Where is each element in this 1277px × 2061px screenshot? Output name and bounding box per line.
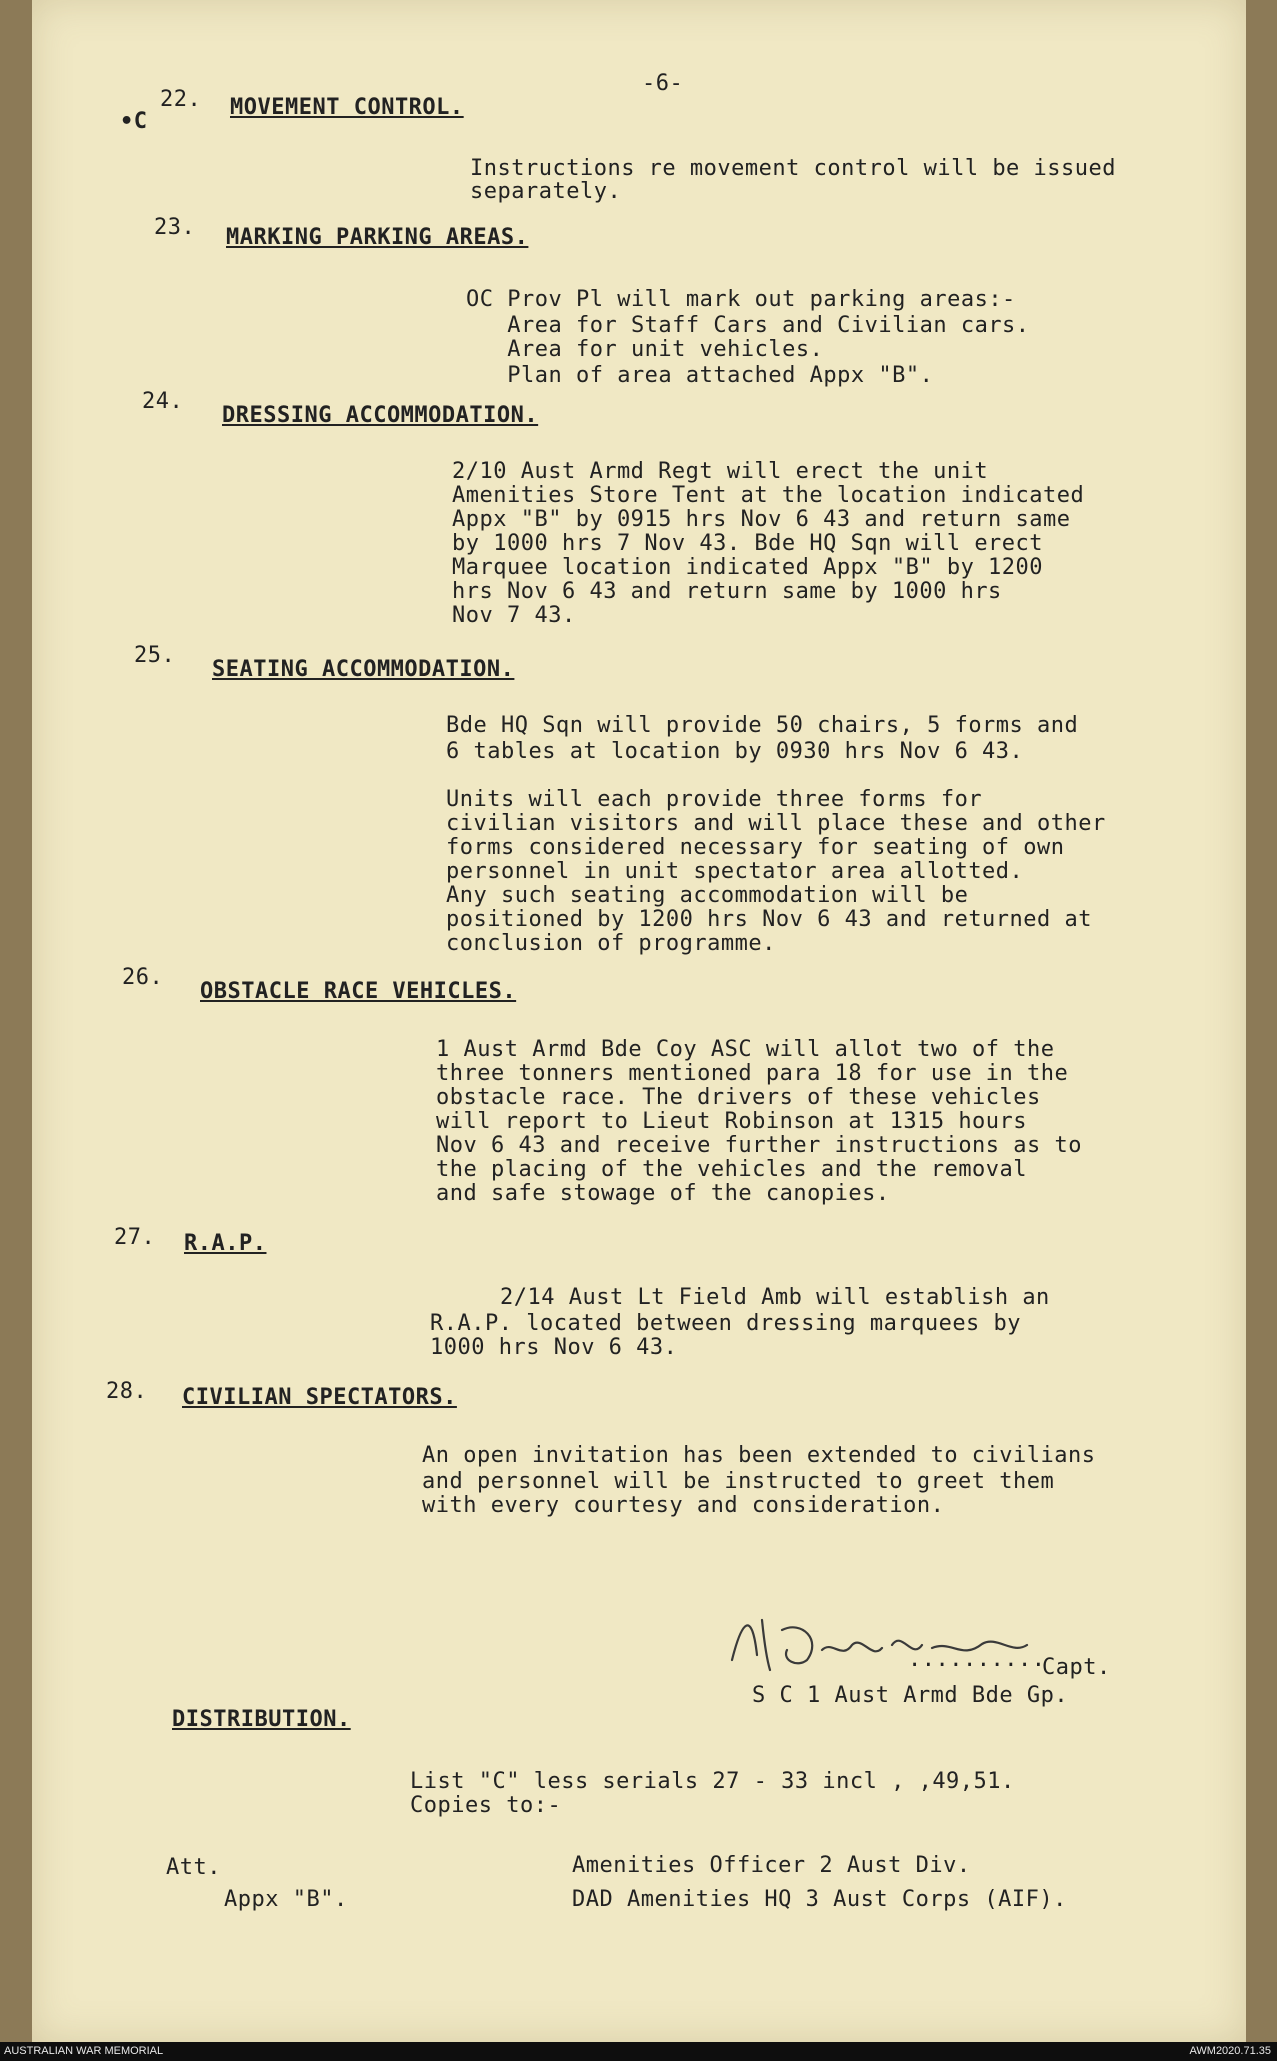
attachment-label: Att. bbox=[166, 1855, 221, 1880]
footer-source: AUSTRALIAN WAR MEMORIAL bbox=[4, 2045, 164, 2057]
section-text-line: civilian visitors and will place these and other bbox=[446, 811, 1106, 836]
section-number: 26. bbox=[122, 965, 164, 990]
section-text-line: Any such seating accommodation will be bbox=[446, 883, 969, 908]
section-text-line: conclusion of programme. bbox=[446, 931, 776, 956]
footer-accession: AWM2020.71.35 bbox=[1189, 2045, 1271, 2057]
section-text-line: with every courtesy and consideration. bbox=[422, 1493, 945, 1518]
section-text-line: Instructions re movement control will be issued bbox=[470, 156, 1117, 181]
section-heading: DRESSING ACCOMMODATION. bbox=[222, 403, 539, 428]
section-text-line: three tonners mentioned para 18 for use in the bbox=[436, 1061, 1069, 1086]
section-number: 27. bbox=[114, 1225, 156, 1250]
section-text-line: OC Prov Pl will mark out parking areas:- bbox=[466, 287, 1016, 312]
section-text-line: Amenities Store Tent at the location indicated bbox=[452, 483, 1085, 508]
distribution-list: List "C" less serials 27 - 33 incl , ,49,51. bbox=[410, 1769, 1015, 1794]
section-text-line: 1000 hrs Nov 6 43. bbox=[430, 1335, 678, 1360]
section-text-line: and personnel will be instructed to greet them bbox=[422, 1469, 1055, 1494]
section-heading: MOVEMENT CONTROL. bbox=[230, 95, 464, 120]
section-text-line: the placing of the vehicles and the removal bbox=[436, 1157, 1028, 1182]
section-number: 25. bbox=[134, 643, 176, 668]
section-text-line: 6 tables at location by 0930 hrs Nov 6 43. bbox=[446, 739, 1024, 764]
page-number: -6- bbox=[642, 71, 684, 96]
section-text-line: R.A.P. located between dressing marquees by bbox=[430, 1311, 1022, 1336]
section-text-line: personnel in unit spectator area allotted. bbox=[446, 859, 1024, 884]
handwritten-signature bbox=[712, 1600, 1042, 1690]
distribution-copies: Copies to:- bbox=[410, 1793, 562, 1818]
section-number: 28. bbox=[106, 1379, 148, 1404]
section-text-line: Bde HQ Sqn will provide 50 chairs, 5 forms and bbox=[446, 713, 1079, 738]
distribution-recipient: Amenities Officer 2 Aust Div. bbox=[572, 1853, 971, 1878]
distribution-recipient: DAD Amenities HQ 3 Aust Corps (AIF). bbox=[572, 1887, 1067, 1912]
section-text-line: Units will each provide three forms for bbox=[446, 787, 983, 812]
section-text-line: will report to Lieut Robinson at 1315 hours bbox=[436, 1109, 1028, 1134]
attachment-item: Appx "B". bbox=[224, 1887, 348, 1912]
section-text-line: Plan of area attached Appx "B". bbox=[466, 363, 934, 388]
section-heading: R.A.P. bbox=[184, 1231, 267, 1256]
section-text-line: 2/14 Aust Lt Field Amb will establish an bbox=[500, 1285, 1050, 1310]
section-text-line: obstacle race. The drivers of these vehicles bbox=[436, 1085, 1041, 1110]
section-text-line: separately. bbox=[470, 179, 622, 204]
section-text-line: 2/10 Aust Armd Regt will erect the unit bbox=[452, 459, 989, 484]
section-text-line: and safe stowage of the canopies. bbox=[436, 1181, 890, 1206]
section-text-line: Area for unit vehicles. bbox=[466, 337, 824, 362]
section-text-line: Area for Staff Cars and Civilian cars. bbox=[466, 313, 1030, 338]
section-number: 22. bbox=[160, 87, 202, 112]
section-heading: OBSTACLE RACE VEHICLES. bbox=[200, 979, 517, 1004]
section-text-line: Marquee location indicated Appx "B" by 1200 bbox=[452, 555, 1044, 580]
section-text-line: positioned by 1200 hrs Nov 6 43 and returned at bbox=[446, 907, 1093, 932]
section-heading: CIVILIAN SPECTATORS. bbox=[182, 1385, 457, 1410]
section-text-line: Nov 7 43. bbox=[452, 603, 576, 628]
section-number: 24. bbox=[142, 389, 184, 414]
section-text-line: Appx "B" by 0915 hrs Nov 6 43 and return same bbox=[452, 507, 1071, 532]
section-number: 23. bbox=[154, 215, 196, 240]
signature-appointment: S C 1 Aust Armd Bde Gp. bbox=[752, 1683, 1069, 1708]
document-page bbox=[32, 0, 1246, 2042]
margin-mark: •C bbox=[120, 109, 148, 134]
section-text-line: An open invitation has been extended to civilians bbox=[422, 1443, 1096, 1468]
section-text-line: hrs Nov 6 43 and return same by 1000 hrs bbox=[452, 579, 1002, 604]
archive-footer bbox=[0, 2042, 1277, 2061]
section-text-line: forms considered necessary for seating of own bbox=[446, 835, 1065, 860]
signature-dots: .......... bbox=[908, 1647, 1046, 1672]
section-text-line: 1 Aust Armd Bde Coy ASC will allot two of the bbox=[436, 1037, 1055, 1062]
distribution-heading: DISTRIBUTION. bbox=[172, 1707, 351, 1732]
signature-rank: Capt. bbox=[1042, 1655, 1111, 1680]
section-heading: MARKING PARKING AREAS. bbox=[226, 225, 529, 250]
section-text-line: Nov 6 43 and receive further instructions as to bbox=[436, 1133, 1083, 1158]
section-heading: SEATING ACCOMMODATION. bbox=[212, 657, 515, 682]
section-text-line: by 1000 hrs 7 Nov 43. Bde HQ Sqn will erect bbox=[452, 531, 1044, 556]
